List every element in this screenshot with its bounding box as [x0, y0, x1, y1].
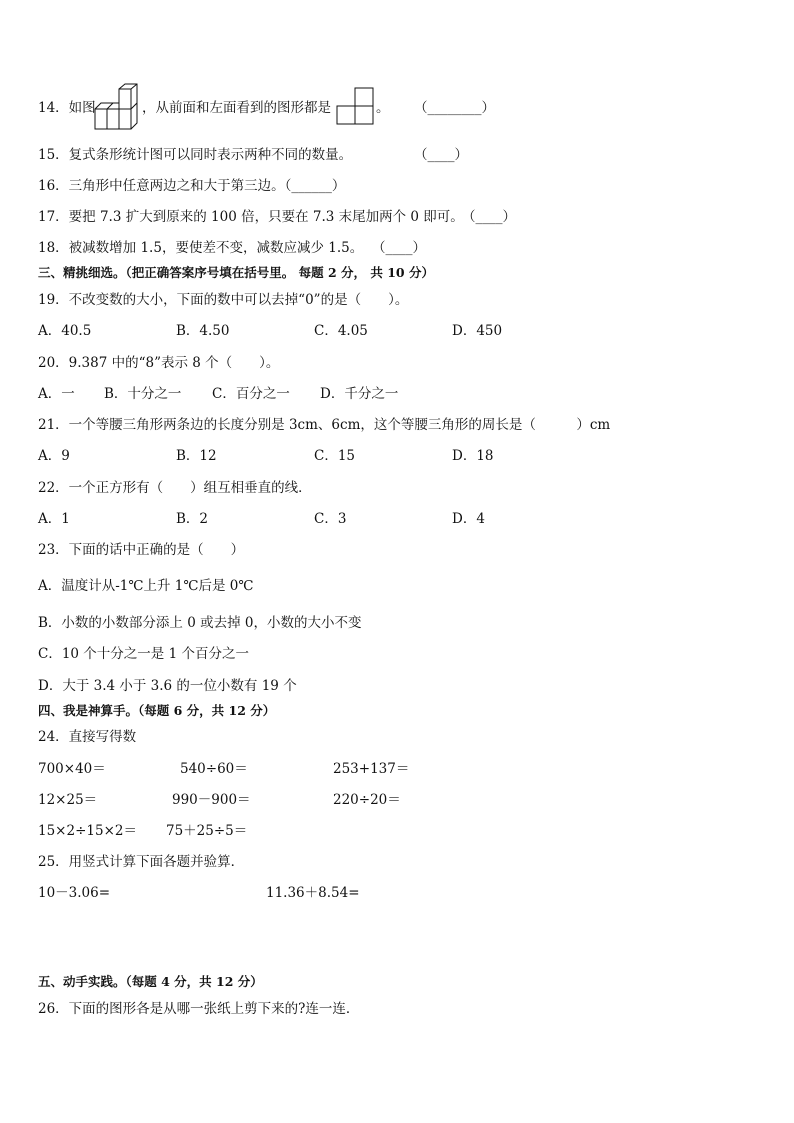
section-3-heading: 三、精挑细选。（把正确答案序号填在括号里。 每题 2 分， 共 10 分） [38, 265, 434, 280]
q22-option-c[interactable]: C．3 [314, 511, 347, 527]
q25-item: 11.36＋8.54= [266, 885, 360, 901]
q16-text: 16．三角形中任意两边之和大于第三边。（______） [38, 178, 346, 194]
q17-text: 17．要把 7.3 扩大到原来的 100 倍，只要在 7.3 末尾加两个 0 即可。 [38, 209, 464, 225]
q14-suffix: 。 [376, 100, 390, 116]
section-5-heading: 五、动手实践。（每题 4 分，共 12 分） [38, 974, 263, 989]
q23-option-c[interactable]: C．10 个十分之一是 1 个百分之一 [38, 646, 249, 662]
q19-option-b[interactable]: B．4.50 [176, 323, 230, 339]
q20-option-c[interactable]: C．百分之一 [212, 386, 290, 402]
q20-option-a[interactable]: A．一 [38, 386, 75, 402]
q24-item: 12×25＝ [38, 792, 98, 808]
q23-option-a[interactable]: A．温度计从-1℃上升 1℃后是 0℃ [38, 578, 254, 594]
q24-item: 700×40＝ [38, 761, 106, 777]
q22-option-b[interactable]: B．2 [176, 511, 209, 527]
q23-stem: 23．下面的话中正确的是（ ） [38, 542, 245, 558]
q15-text: 15．复式条形统计图可以同时表示两种不同的数量。 [38, 147, 353, 163]
cube-stack-figure [94, 83, 140, 131]
q18-text: 18．被减数增加 1.5，要使差不变，减数应减少 1.5。 [38, 240, 364, 256]
q24-item: 253+137＝ [333, 761, 410, 777]
q22-stem: 22．一个正方形有（ ）组互相垂直的线． [38, 480, 312, 496]
q24-item: 990－900＝ [172, 792, 251, 808]
q14-middle: ，从前面和左面看到的图形都是 [142, 100, 331, 116]
q20-stem: 20．9.387 中的“8”表示 8 个（ ）。 [38, 355, 280, 371]
q23-option-b[interactable]: B．小数的小数部分添上 0 或去掉 0，小数的大小不变 [38, 615, 362, 631]
q20-option-b[interactable]: B．十分之一 [104, 386, 182, 402]
q15-answer-blank[interactable]: （____） [414, 147, 468, 163]
q23-option-d[interactable]: D．大于 3.4 小于 3.6 的一位小数有 19 个 [38, 678, 297, 694]
q19-option-d[interactable]: D．450 [452, 323, 503, 339]
q24-item: 220÷20＝ [333, 792, 401, 808]
q22-option-d[interactable]: D．4 [452, 511, 485, 527]
q14-prefix: 14．如图 [38, 100, 96, 116]
q25-stem: 25．用竖式计算下面各题并验算． [38, 854, 245, 870]
q21-option-c[interactable]: C．15 [314, 448, 356, 464]
view-shape-figure [336, 86, 376, 126]
q26-stem: 26．下面的图形各是从哪一张纸上剪下来的?连一连． [38, 1001, 360, 1017]
q24-item: 15×2÷15×2＝ [38, 823, 137, 839]
q21-option-a[interactable]: A．9 [38, 448, 70, 464]
q17-answer-blank[interactable]: （____） [462, 209, 516, 225]
q24-stem: 24．直接写得数 [38, 729, 137, 745]
q21-stem: 21．一个等腰三角形两条边的长度分别是 3cm、6cm，这个等腰三角形的周长是（ ）cm [38, 417, 611, 433]
section-4-heading: 四、我是神算手。（每题 6 分，共 12 分） [38, 703, 276, 718]
q19-option-a[interactable]: A．40.5 [38, 323, 92, 339]
q19-option-c[interactable]: C．4.05 [314, 323, 368, 339]
q21-option-d[interactable]: D．18 [452, 448, 494, 464]
q24-item: 75＋25÷5＝ [166, 823, 248, 839]
q25-item: 10－3.06= [38, 885, 111, 901]
q14-answer-blank[interactable]: （________） [414, 100, 495, 116]
q21-option-b[interactable]: B．12 [176, 448, 217, 464]
q19-stem: 19．不改变数的大小，下面的数中可以去掉“0”的是（ ）。 [38, 292, 409, 308]
q24-item: 540÷60＝ [180, 761, 248, 777]
q20-option-d[interactable]: D．千分之一 [320, 386, 399, 402]
q22-option-a[interactable]: A．1 [38, 511, 70, 527]
q18-answer-blank[interactable]: （____） [372, 240, 426, 256]
